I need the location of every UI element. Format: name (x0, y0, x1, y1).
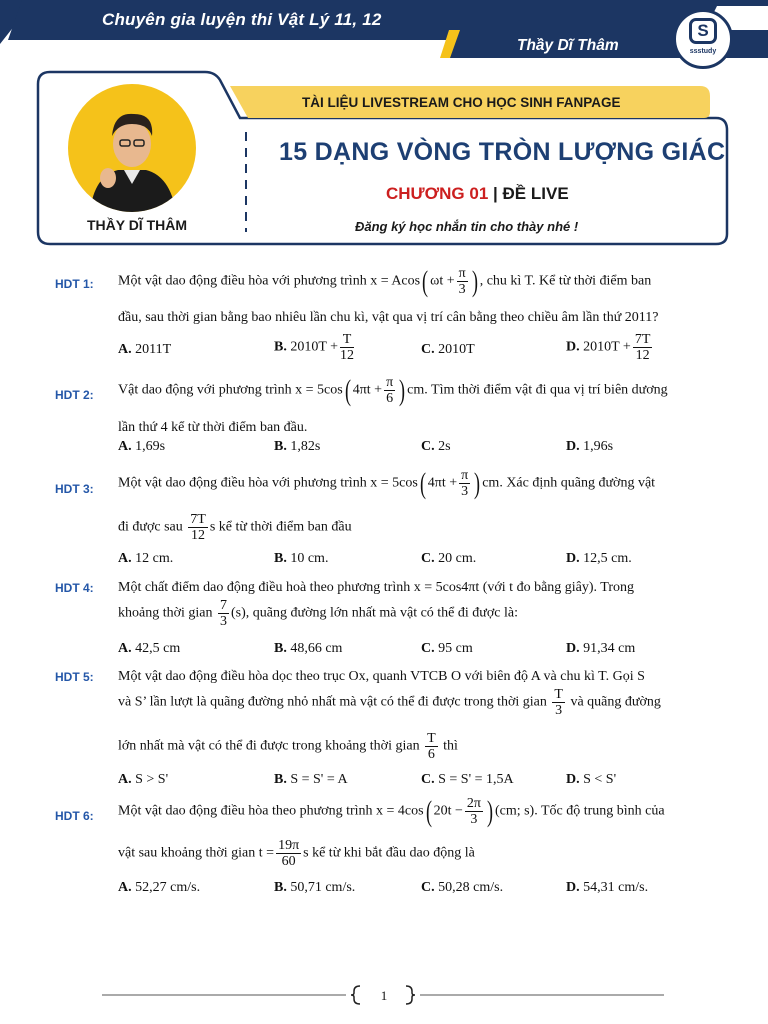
option-d: D. S < S' (566, 772, 617, 787)
option-b: B. 2010T + $\frac{T}{12}$ (274, 332, 355, 363)
option-d: D. 1,96s (566, 439, 614, 454)
time-fraction: $\frac{7}{3}$ (220, 598, 227, 629)
option-b: B. S = S' = A (274, 772, 348, 787)
text-segment: (s), quãng đường lớn nhất mà vật có thể đi được là: (231, 605, 518, 621)
question-text-line (118, 838, 475, 869)
question-text-line: lần thứ 4 kể từ thời điểm ban đầu. (118, 420, 308, 435)
question-text-line (118, 687, 661, 718)
chapter-line (386, 184, 569, 204)
option-a: A. 2011T (118, 342, 172, 357)
equation-lhs: x = 5cos (295, 382, 343, 398)
time-fraction: $\frac{T}{6}$ (427, 731, 436, 762)
question-label: HDT 3: (55, 482, 94, 496)
question-label: HDT 2: (55, 388, 94, 402)
equation-inner: ωt + (430, 273, 455, 289)
equation-inner: 20t − (433, 803, 463, 819)
text-segment: lớn nhất mà vật có thể đi được trong khoảng thời gian (118, 738, 420, 754)
equation-unit: cm (482, 475, 500, 491)
option-d: D. 91,34 cm (566, 641, 636, 656)
question-text-line: Một vật dao động điều hòa với phương trình x = Acos( ωt + $\frac{\pi}{3}$ ) , chu kì T. Kể từ thời điểm ban (118, 264, 652, 298)
equation-fraction: $\frac{\pi}{6}$ (386, 375, 394, 406)
option-c: C. 20 cm. (421, 551, 477, 566)
option-c: C. 95 cm (421, 641, 473, 656)
text-segment: Một vật dao động điều hòa theo phương trình (118, 803, 373, 819)
register-note: Đăng ký học nhắn tin cho thày nhé ! (355, 219, 579, 234)
logo-text: ssstudy (689, 48, 717, 55)
equation-fraction: $\frac{\pi}{3}$ (458, 266, 466, 297)
logo-s-icon: S (689, 18, 717, 44)
equation-lhs: x = 5cos (370, 475, 418, 491)
document-title: 15 DẠNG VÒNG TRÒN LƯỢNG GIÁC (279, 138, 726, 166)
question-text-line: Một vật dao động điều hòa theo phương trình x = 4cos( 20t − $\frac{2\pi}{3}$ ) (cm; s). Tốc độ trung bình của (118, 794, 665, 828)
equation-inner: 4πt + (427, 475, 458, 491)
teacher-photo-icon (68, 84, 196, 212)
equation-unit: cm (407, 382, 425, 398)
question-text-line (118, 598, 518, 629)
chapter-label: CHƯƠNG 01 (386, 184, 489, 203)
question-text-line: Một vật dao động điều hòa dọc theo trục Ox, quanh VTCB O với biên độ A và chu kì T. Gọi S (118, 669, 645, 684)
top-banner-title: Chuyên gia luyện thi Vật Lý 11, 12 (102, 10, 382, 29)
question-text-line: Một vật dao động điều hòa với phương trình x = 5cos( 4πt + $\frac{\pi}{3}$ ) cm. Xác định quãng đường vật (118, 466, 656, 500)
question-text-line (118, 731, 458, 762)
option-b: B. 10 cm. (274, 551, 329, 566)
option-a: A. S > S' (118, 772, 169, 787)
option-a: A. 52,27 cm/s. (118, 880, 201, 895)
option-c: C. 2010T (421, 342, 475, 357)
equation-unit: (cm; s) (494, 803, 535, 819)
option-b: B. 50,71 cm/s. (274, 880, 356, 895)
text-segment: khoảng thời gian (118, 605, 213, 621)
option-c: C. S = S' = 1,5A (421, 772, 514, 787)
option-a: A. 42,5 cm (118, 641, 181, 656)
question-label: HDT 5: (55, 670, 94, 684)
text-segment: Vật dao động với phương trình (118, 382, 292, 398)
question-text-line: đầu, sau thời gian bằng bao nhiêu lần chu kì, vật qua vị trí cân bằng theo chiều âm lần thứ 2011? (118, 310, 659, 325)
question-label: HDT 6: (55, 809, 94, 823)
time-fraction: $\frac{7T}{12}$ (190, 512, 206, 543)
option-c: C. 2s (421, 439, 451, 454)
option-a: A. 1,69s (118, 439, 166, 454)
chapter-separator: | (493, 184, 498, 203)
text-segment: Một vật dao động điều hòa với phương trình (118, 273, 367, 289)
equation-lhs: x = Acos (370, 273, 421, 289)
text-segment: vật sau khoảng thời gian (118, 845, 256, 861)
option-d: D. 12,5 cm. (566, 551, 632, 566)
equation-fraction: $\frac{\pi}{3}$ (461, 468, 469, 499)
text-segment: và S’ lần lượt là quãng đường nhỏ nhất mà vật có thể đi được trong thời gian (118, 694, 547, 710)
teacher-avatar (68, 84, 196, 212)
option-d: D. 54,31 cm/s. (566, 880, 649, 895)
question-text-line (118, 512, 352, 543)
option-c: C. 50,28 cm/s. (421, 880, 504, 895)
teacher-banner-name: Thầy Dĩ Thâm (517, 37, 619, 54)
text-segment: Một vật dao động điều hòa với phương trình (118, 475, 367, 491)
equation-fraction: $\frac{2\pi}{3}$ (466, 796, 481, 827)
text-segment: đi được sau (118, 519, 183, 535)
option-a: A. 12 cm. (118, 551, 174, 566)
option-b: B. 48,66 cm (274, 641, 343, 656)
page-number: 1 (380, 988, 388, 1003)
top-banner (0, 0, 768, 60)
time-fraction: $\frac{19\pi}{60}$ (278, 838, 300, 869)
equation-lhs: t = (258, 845, 275, 861)
time-fraction: $\frac{T}{3}$ (554, 687, 563, 718)
text-segment: . Tốc độ trung bình của (534, 803, 665, 819)
text-segment: và quãng đường (570, 694, 661, 710)
text-segment: s kể từ thời điểm ban đầu (209, 519, 352, 535)
teacher-name: THẦY DĨ THÂM (86, 217, 188, 233)
option-b: B. 1,82s (274, 439, 321, 454)
equation-inner: 4πt + (352, 382, 383, 398)
text-segment: . Xác định quãng đường vật (499, 475, 656, 491)
question-text-line: Vật dao động với phương trình x = 5cos( 4πt + $\frac{\pi}{6}$ ) cm. Tìm thời điểm vật đi qua vị trí biên dương (118, 373, 668, 407)
text-segment: . Tìm thời điểm vật đi qua vị trí biên dương (424, 382, 668, 398)
text-segment: , chu kì T. Kể từ thời điểm ban (479, 273, 652, 289)
text-segment: s kể từ khi bắt đầu dao động là (303, 845, 475, 861)
question-label: HDT 4: (55, 581, 94, 595)
chapter-suffix: ĐỀ LIVE (502, 184, 569, 203)
equation-lhs: x = 4cos (376, 803, 424, 819)
text-segment: thì (443, 738, 458, 754)
question-label: HDT 1: (55, 277, 94, 291)
livestream-label: TÀI LIỆU LIVESTREAM CHO HỌC SINH FANPAGE (302, 95, 621, 110)
option-d: D. 2010T + $\frac{7T}{12}$ (566, 332, 651, 363)
question-text-line: Một chất điểm dao động điều hoà theo phương trình x = 5cos4πt (với t đo bằng giây). Trong (118, 580, 635, 595)
